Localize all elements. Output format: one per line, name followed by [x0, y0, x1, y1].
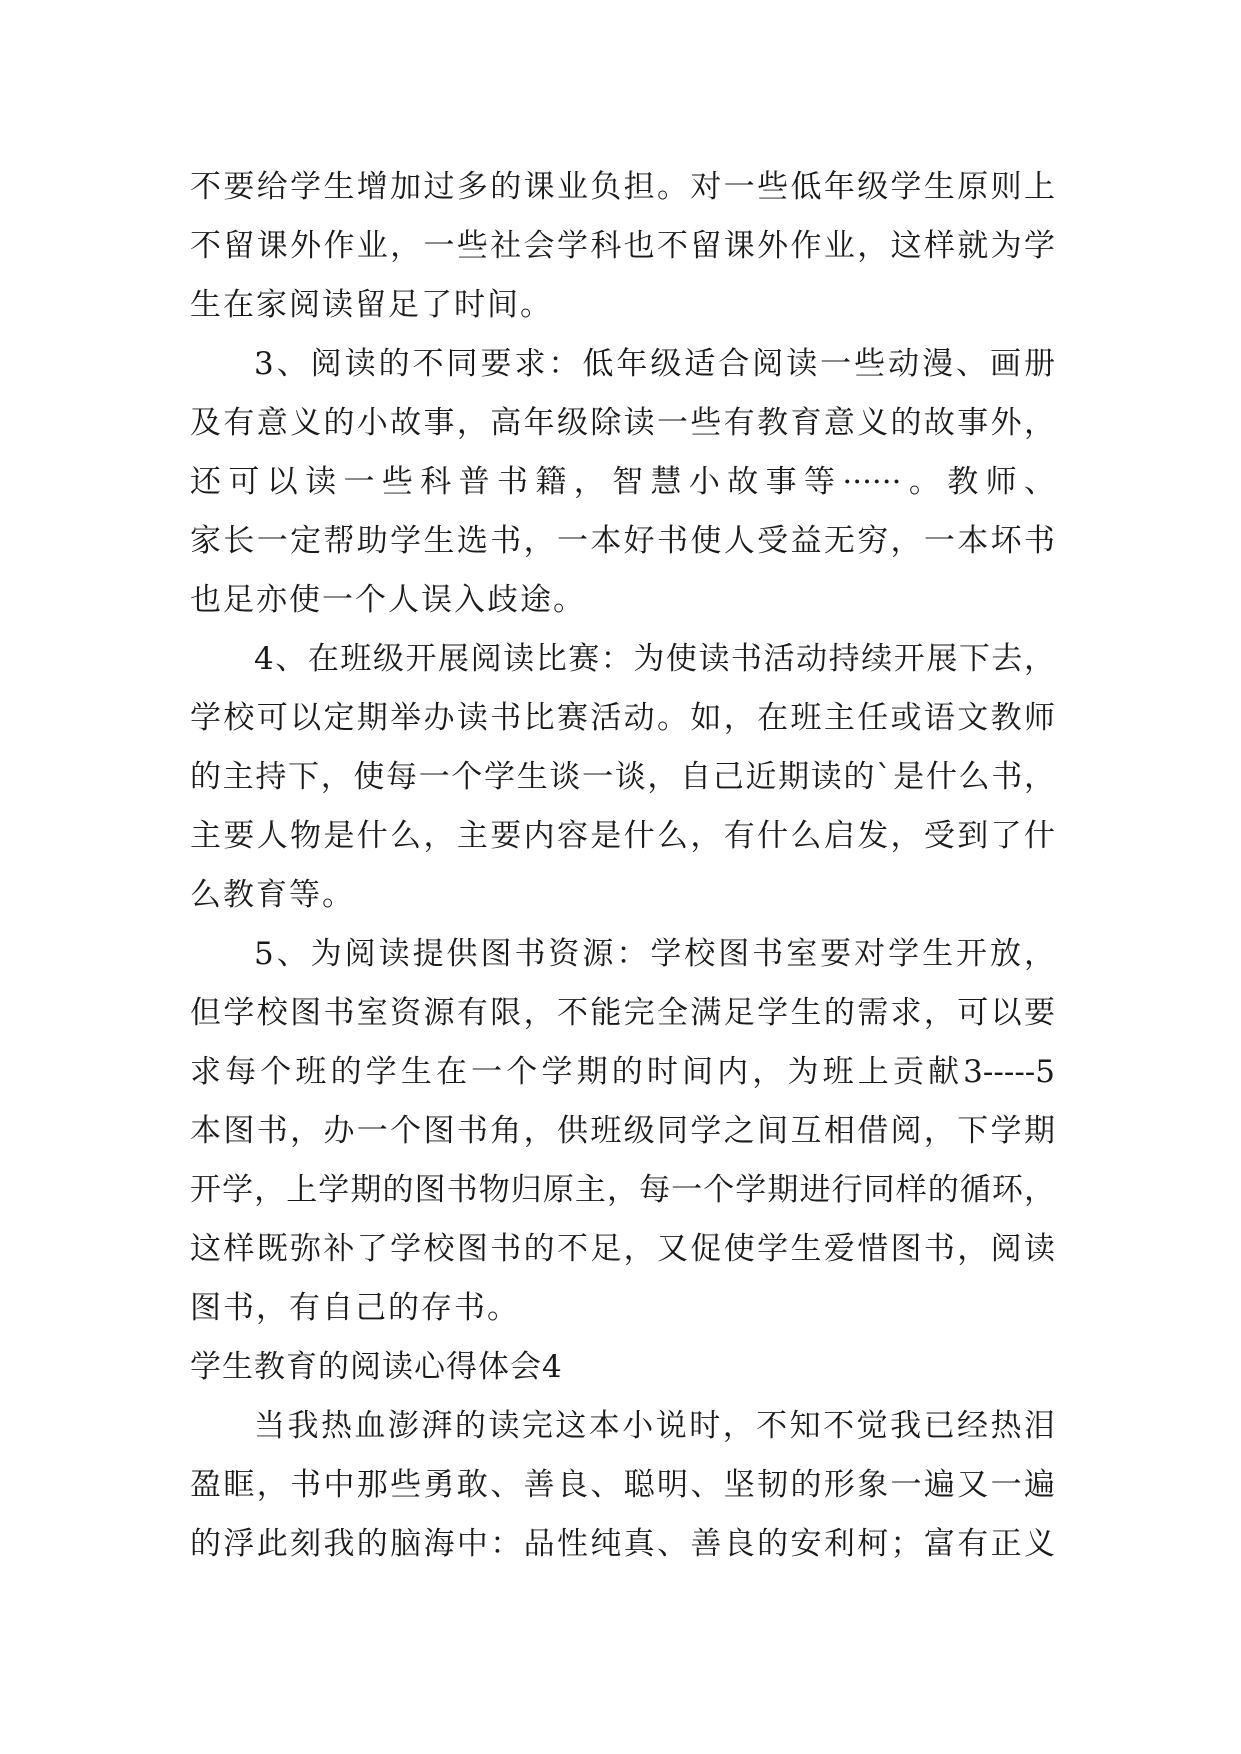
- text-line: 学校可以定期举办读书比赛活动。如，在班主任或语文教师: [190, 700, 1055, 736]
- text-line: 4、在班级开展阅读比赛：为使读书活动持续开展下去，: [254, 641, 1055, 677]
- text-line: 也足亦使一个人误入歧途。: [190, 582, 586, 618]
- text-line: 求每个班的学生在一个学期的时间内，为班上贡献3-----5: [190, 1054, 1055, 1090]
- text-line: 图书，有自己的存书。: [190, 1290, 520, 1326]
- text-line: 么教育等。: [190, 877, 355, 913]
- document-page: [190, 158, 1055, 1574]
- section-heading: 学生教育的阅读心得体会4: [190, 1349, 563, 1385]
- text-line: 主要人物是什么，主要内容是什么，有什么启发，受到了什: [190, 818, 1055, 854]
- text-line: 家长一定帮助学生选书，一本好书使人受益无穷，一本坏书: [190, 523, 1055, 559]
- text-line: 的主持下，使每一个学生谈一谈，自己近期读的`是什么书，: [190, 759, 1055, 795]
- text-line: 5、为阅读提供图书资源：学校图书室要对学生开放，: [254, 936, 1055, 972]
- text-line: 但学校图书室资源有限，不能完全满足学生的需求，可以要: [190, 995, 1055, 1031]
- text-line: 还可以读一些科普书籍，智慧小故事等······。教师、: [190, 464, 1055, 500]
- text-line: 这样既弥补了学校图书的不足，又促使学生爱惜图书，阅读: [190, 1231, 1055, 1267]
- text-line: 当我热血澎湃的读完这本小说时，不知不觉我已经热泪: [254, 1408, 1055, 1444]
- text-line: 3、阅读的不同要求：低年级适合阅读一些动漫、画册: [254, 346, 1055, 382]
- text-line: 不要给学生增加过多的课业负担。对一些低年级学生原则上: [190, 169, 1055, 205]
- text-line: 本图书，办一个图书角，供班级同学之间互相借阅，下学期: [190, 1113, 1055, 1149]
- text-line: 开学，上学期的图书物归原主，每一个学期进行同样的循环，: [190, 1172, 1055, 1208]
- text-line: 及有意义的小故事，高年级除读一些有教育意义的故事外，: [190, 405, 1055, 441]
- text-line: 盈眶，书中那些勇敢、善良、聪明、坚韧的形象一遍又一遍: [190, 1467, 1055, 1503]
- text-line: 不留课外作业，一些社会学科也不留课外作业，这样就为学: [190, 228, 1055, 264]
- text-line: 的浮此刻我的脑海中：品性纯真、善良的安利柯；富有正义: [190, 1526, 1055, 1562]
- text-line: 生在家阅读留足了时间。: [190, 287, 553, 323]
